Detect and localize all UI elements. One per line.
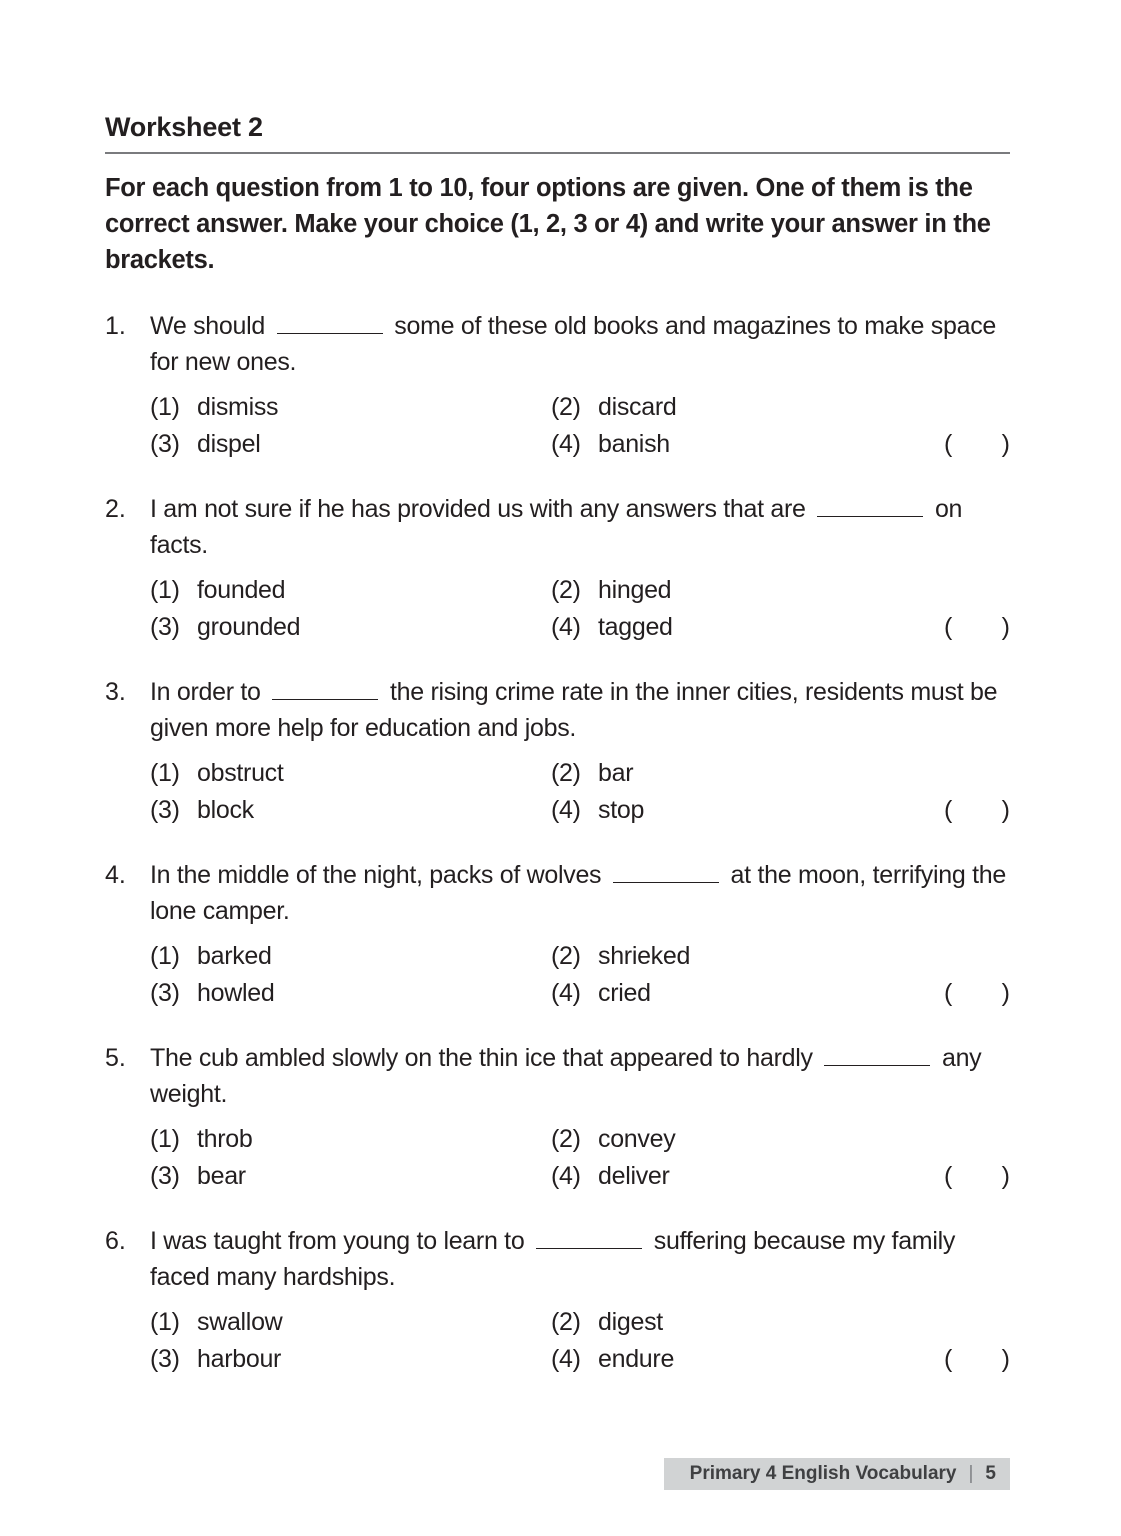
- option-text: obstruct: [197, 759, 284, 787]
- answer-blank: [277, 310, 383, 334]
- answer-bracket-open: (: [944, 979, 953, 1007]
- option-text: grounded: [197, 613, 301, 641]
- option-label: (4): [551, 613, 581, 641]
- option: [150, 1158, 551, 1195]
- answer-bracket-close: ): [1001, 430, 1010, 458]
- answer-blank: [613, 859, 719, 883]
- question: [105, 308, 1010, 463]
- option-text: bear: [197, 1162, 246, 1190]
- option-text: bar: [598, 759, 634, 787]
- option-text: hinged: [598, 576, 672, 604]
- page-title: Worksheet 2: [105, 112, 263, 142]
- answer-bracket-open: (: [944, 430, 953, 458]
- option-text: endure: [598, 1345, 675, 1373]
- option-label: (3): [150, 796, 180, 824]
- question-number: 4.: [105, 861, 126, 889]
- option: [150, 1341, 551, 1378]
- option: [150, 975, 551, 1012]
- option: [150, 792, 551, 829]
- option-label: (2): [551, 576, 581, 604]
- option-label: (4): [551, 430, 581, 458]
- question-text: We should some of these old books and magazines to make space for new ones.: [150, 312, 997, 376]
- question: [105, 1040, 1010, 1195]
- answer-bracket-open: (: [944, 1345, 953, 1373]
- question-text: I was taught from young to learn to suffering because my family faced many hardships.: [150, 1227, 956, 1291]
- option-text: throb: [197, 1125, 253, 1153]
- option-label: (4): [551, 979, 581, 1007]
- options: [150, 755, 1010, 829]
- answer-blank: [824, 1042, 930, 1066]
- answer-blank: [536, 1225, 642, 1249]
- options: [150, 1304, 1010, 1378]
- option-text: banish: [598, 430, 670, 458]
- option-text: harbour: [197, 1345, 282, 1373]
- option-text: stop: [598, 796, 645, 824]
- instructions-text: For each question from 1 to 10, four options are given. One of them is the correct answer. Make your choice (1, 2, 3 or 4) and write your answer in the brackets.: [105, 174, 991, 274]
- option-text: convey: [598, 1125, 676, 1153]
- option-text: howled: [197, 979, 275, 1007]
- options: [150, 389, 1010, 463]
- option: [150, 572, 551, 609]
- question-body: [150, 308, 1010, 463]
- option-text: swallow: [197, 1308, 283, 1336]
- question-number: 3.: [105, 678, 126, 706]
- answer-bracket-close: ): [1001, 979, 1010, 1007]
- option: [551, 938, 1010, 975]
- options: [150, 938, 1010, 1012]
- option-label: (1): [150, 576, 180, 604]
- question-number: 2.: [105, 495, 126, 523]
- question-text: In order to the rising crime rate in the inner cities, residents must be given more help for education and jobs.: [150, 678, 998, 742]
- option: [150, 1121, 551, 1158]
- footer-title: Primary 4 English Vocabulary: [689, 1463, 957, 1484]
- option-label: (3): [150, 1345, 180, 1373]
- answer-bracket: [944, 975, 1010, 1012]
- option: [551, 975, 1010, 1012]
- option: [551, 1158, 1010, 1195]
- answer-bracket: [944, 426, 1010, 463]
- option-label: (2): [551, 942, 581, 970]
- option-label: (3): [150, 979, 180, 1007]
- option-label: (1): [150, 1125, 180, 1153]
- option: [551, 755, 1010, 792]
- option-label: (2): [551, 1308, 581, 1336]
- question: [105, 857, 1010, 1012]
- answer-bracket: [944, 609, 1010, 646]
- answer-bracket: [944, 1158, 1010, 1195]
- answer-bracket-close: ): [1001, 796, 1010, 824]
- option-label: (4): [551, 796, 581, 824]
- options: [150, 1121, 1010, 1195]
- option-label: (1): [150, 942, 180, 970]
- option-label: (4): [551, 1345, 581, 1373]
- option-label: (3): [150, 613, 180, 641]
- option-label: (1): [150, 393, 180, 421]
- option: [150, 755, 551, 792]
- option-text: deliver: [598, 1162, 670, 1190]
- option-text: digest: [598, 1308, 663, 1336]
- question-text: In the middle of the night, packs of wolves at the moon, terrifying the lone camper.: [150, 861, 1006, 925]
- answer-bracket-close: ): [1001, 613, 1010, 641]
- footer-page-number: 5: [985, 1463, 996, 1484]
- option-label: (3): [150, 430, 180, 458]
- option-text: block: [197, 796, 254, 824]
- option-text: tagged: [598, 613, 673, 641]
- page-footer: [664, 1458, 1010, 1490]
- answer-bracket: [944, 792, 1010, 829]
- option: [551, 792, 1010, 829]
- option: [150, 609, 551, 646]
- option: [551, 426, 1010, 463]
- answer-bracket: [944, 1341, 1010, 1378]
- worksheet-header: [105, 112, 1010, 154]
- question: [105, 674, 1010, 829]
- option: [551, 389, 1010, 426]
- option-label: (2): [551, 759, 581, 787]
- option: [150, 938, 551, 975]
- answer-blank: [817, 493, 923, 517]
- answer-bracket-close: ): [1001, 1162, 1010, 1190]
- option-label: (2): [551, 393, 581, 421]
- option-label: (4): [551, 1162, 581, 1190]
- option: [551, 609, 1010, 646]
- question-number: 5.: [105, 1044, 126, 1072]
- option: [150, 1304, 551, 1341]
- answer-bracket-open: (: [944, 1162, 953, 1190]
- option-label: (3): [150, 1162, 180, 1190]
- option-text: founded: [197, 576, 286, 604]
- option-text: shrieked: [598, 942, 691, 970]
- option: [551, 1121, 1010, 1158]
- question-text: The cub ambled slowly on the thin ice that appeared to hardly any weight.: [150, 1044, 982, 1108]
- question: [105, 491, 1010, 646]
- option: [150, 389, 551, 426]
- option-text: barked: [197, 942, 272, 970]
- option: [150, 426, 551, 463]
- question-number: 1.: [105, 312, 126, 340]
- question: [105, 1223, 1010, 1378]
- option-text: dispel: [197, 430, 261, 458]
- option: [551, 1341, 1010, 1378]
- option-label: (2): [551, 1125, 581, 1153]
- option-label: (1): [150, 759, 180, 787]
- question-body: [150, 674, 1010, 829]
- options: [150, 572, 1010, 646]
- question-number: 6.: [105, 1227, 126, 1255]
- option-text: cried: [598, 979, 651, 1007]
- question-body: [150, 491, 1010, 646]
- answer-bracket-open: (: [944, 796, 953, 824]
- footer-separator: |: [968, 1463, 974, 1484]
- option: [551, 1304, 1010, 1341]
- option-text: discard: [598, 393, 677, 421]
- question-text: I am not sure if he has provided us with any answers that are on facts.: [150, 495, 963, 559]
- answer-blank: [272, 676, 378, 700]
- question-body: [150, 1040, 1010, 1195]
- option-text: dismiss: [197, 393, 279, 421]
- questions: [105, 308, 1010, 1378]
- answer-bracket-close: ): [1001, 1345, 1010, 1373]
- option-label: (1): [150, 1308, 180, 1336]
- option: [551, 572, 1010, 609]
- answer-bracket-open: (: [944, 613, 953, 641]
- question-body: [150, 1223, 1010, 1378]
- question-body: [150, 857, 1010, 1012]
